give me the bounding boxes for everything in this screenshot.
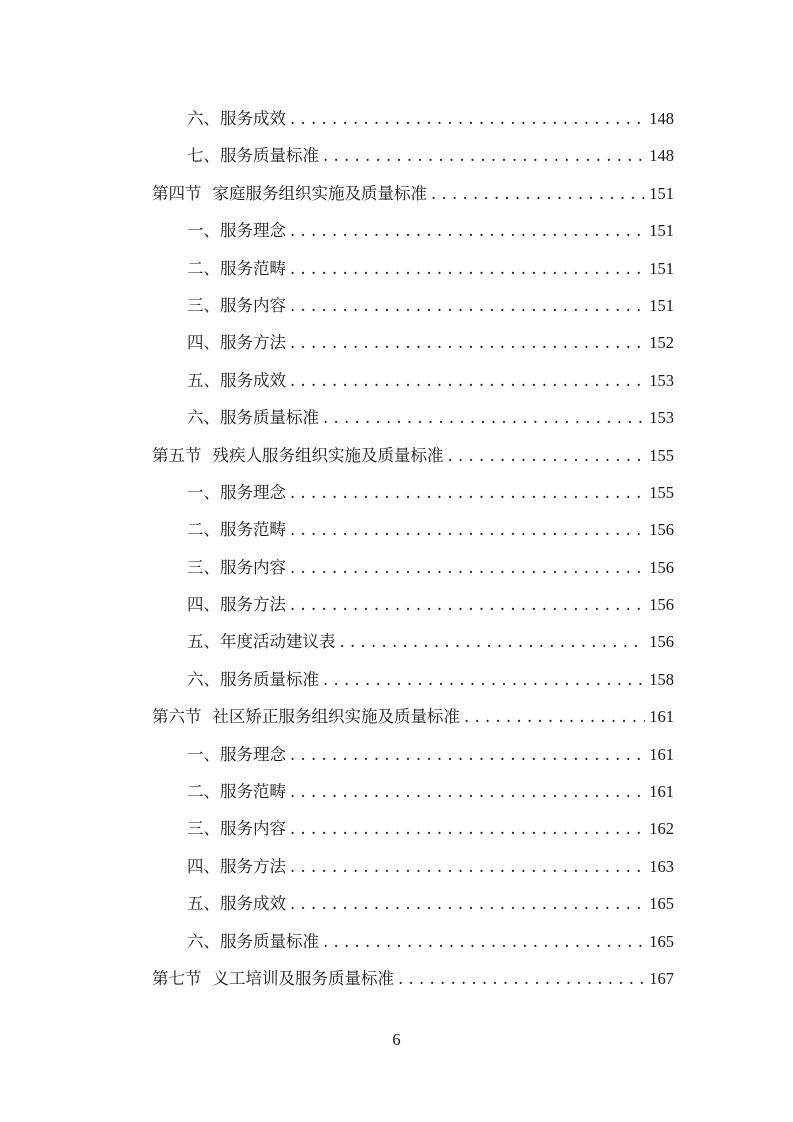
- toc-dot-leader: [290, 517, 645, 543]
- toc-section-entry[interactable]: [152, 704, 674, 741]
- toc-subsection-entry[interactable]: [152, 667, 674, 704]
- toc-subsection-entry[interactable]: [152, 405, 674, 442]
- toc-dot-leader: [290, 592, 645, 618]
- toc-subsection-entry[interactable]: [152, 854, 674, 891]
- toc-entry-title: [187, 667, 319, 693]
- toc-dot-leader: [323, 143, 645, 169]
- toc-entry-page-number: 151: [649, 295, 674, 315]
- toc-section-entry[interactable]: [152, 966, 674, 1003]
- toc-entry-title: [187, 742, 286, 768]
- toc-entry-label: 四、服务方法: [187, 856, 286, 876]
- toc-entry-page-number: 158: [649, 669, 674, 689]
- toc-subsection-entry[interactable]: [152, 891, 674, 928]
- toc-dot-leader: [448, 443, 646, 469]
- toc-entry-title: [152, 443, 444, 469]
- toc-entry-title: [187, 405, 319, 431]
- toc-section-number: 第六节: [152, 707, 202, 727]
- toc-entry-title: [187, 592, 286, 618]
- toc-dot-leader: [340, 629, 646, 655]
- toc-entry-page-number: 152: [649, 333, 674, 353]
- table-of-contents: [152, 106, 674, 1003]
- toc-dot-leader: [290, 218, 645, 244]
- toc-entry-page-number: 156: [649, 557, 674, 577]
- toc-entry-title: [187, 629, 336, 655]
- toc-entry-label: 五、服务成效: [187, 370, 286, 390]
- toc-entry-label: 六、服务质量标准: [187, 408, 319, 428]
- toc-dot-leader: [290, 330, 645, 356]
- toc-entry-title: [187, 555, 286, 581]
- toc-entry-label: 家庭服务组织实施及质量标准: [212, 183, 427, 203]
- toc-subsection-entry[interactable]: [152, 106, 674, 143]
- toc-entry-label: 六、服务质量标准: [187, 931, 319, 951]
- toc-entry-page-number: 156: [649, 520, 674, 540]
- toc-subsection-entry[interactable]: [152, 816, 674, 853]
- toc-dot-leader: [431, 181, 645, 207]
- toc-entry-title: [187, 517, 286, 543]
- toc-entry-title: [187, 330, 286, 356]
- toc-entry-title: [152, 704, 460, 730]
- toc-dot-leader: [323, 405, 645, 431]
- toc-entry-page-number: 161: [649, 782, 674, 802]
- toc-entry-title: [187, 854, 286, 880]
- toc-section-entry[interactable]: [152, 443, 674, 480]
- toc-entry-label: 五、年度活动建议表: [187, 632, 336, 652]
- toc-entry-label: 三、服务内容: [187, 819, 286, 839]
- toc-entry-page-number: 162: [649, 819, 674, 839]
- toc-subsection-entry[interactable]: [152, 293, 674, 330]
- toc-entry-page-number: 165: [649, 894, 674, 914]
- toc-dot-leader: [290, 368, 645, 394]
- toc-entry-page-number: 161: [649, 707, 674, 727]
- toc-entry-title: [187, 368, 286, 394]
- toc-entry-label: 义工培训及服务质量标准: [212, 968, 394, 988]
- toc-section-entry[interactable]: [152, 181, 674, 218]
- toc-subsection-entry[interactable]: [152, 555, 674, 592]
- toc-entry-title: [187, 218, 286, 244]
- toc-dot-leader: [290, 256, 645, 282]
- toc-entry-label: 二、服务范畴: [187, 520, 286, 540]
- toc-entry-page-number: 165: [649, 931, 674, 951]
- toc-entry-title: [187, 256, 286, 282]
- toc-entry-page-number: 155: [649, 445, 674, 465]
- toc-section-number: 第五节: [152, 445, 202, 465]
- toc-dot-leader: [323, 667, 645, 693]
- toc-dot-leader: [290, 106, 645, 132]
- toc-entry-page-number: 148: [649, 146, 674, 166]
- toc-dot-leader: [290, 891, 645, 917]
- toc-entry-page-number: 151: [649, 258, 674, 278]
- toc-entry-label: 四、服务方法: [187, 595, 286, 615]
- toc-entry-page-number: 151: [649, 221, 674, 241]
- toc-list: [152, 106, 674, 1003]
- toc-entry-label: 三、服务内容: [187, 557, 286, 577]
- toc-entry-title: [152, 966, 394, 992]
- toc-entry-page-number: 167: [649, 968, 674, 988]
- toc-dot-leader: [290, 854, 645, 880]
- toc-dot-leader: [290, 555, 645, 581]
- toc-entry-title: [187, 929, 319, 955]
- toc-dot-leader: [290, 293, 645, 319]
- toc-entry-title: [187, 106, 286, 132]
- toc-entry-page-number: 163: [649, 856, 674, 876]
- toc-entry-title: [187, 480, 286, 506]
- toc-entry-label: 社区矫正服务组织实施及质量标准: [212, 707, 460, 727]
- toc-entry-page-number: 156: [649, 632, 674, 652]
- toc-entry-label: 六、服务成效: [187, 109, 286, 128]
- page-number: 6: [392, 1030, 401, 1049]
- toc-entry-page-number: 155: [649, 482, 674, 502]
- toc-subsection-entry[interactable]: [152, 330, 674, 367]
- toc-entry-title: [187, 891, 286, 917]
- toc-entry-label: 一、服务理念: [187, 221, 286, 241]
- toc-dot-leader: [290, 816, 645, 842]
- toc-entry-label: 六、服务质量标准: [187, 669, 319, 689]
- toc-entry-label: 三、服务内容: [187, 295, 286, 315]
- toc-subsection-entry[interactable]: [152, 368, 674, 405]
- toc-entry-page-number: 153: [649, 370, 674, 390]
- toc-dot-leader: [290, 480, 645, 506]
- toc-entry-title: [187, 143, 319, 169]
- toc-section-number: 第七节: [152, 968, 202, 988]
- toc-entry-page-number: 148: [649, 109, 674, 128]
- toc-entry-label: 七、服务质量标准: [187, 146, 319, 166]
- toc-entry-label: 二、服务范畴: [187, 258, 286, 278]
- toc-entry-page-number: 156: [649, 595, 674, 615]
- toc-subsection-entry[interactable]: [152, 742, 674, 779]
- toc-dot-leader: [323, 929, 645, 955]
- toc-entry-label: 二、服务范畴: [187, 782, 286, 802]
- toc-entry-label: 四、服务方法: [187, 333, 286, 353]
- toc-subsection-entry[interactable]: [152, 929, 674, 966]
- toc-entry-title: [187, 816, 286, 842]
- toc-subsection-entry[interactable]: [152, 143, 674, 180]
- toc-entry-label: 五、服务成效: [187, 894, 286, 914]
- toc-subsection-entry[interactable]: [152, 629, 674, 666]
- toc-subsection-entry[interactable]: [152, 592, 674, 629]
- toc-subsection-entry[interactable]: [152, 517, 674, 554]
- toc-subsection-entry[interactable]: [152, 779, 674, 816]
- toc-entry-title: [152, 181, 427, 207]
- toc-entry-page-number: 151: [649, 183, 674, 203]
- toc-entry-title: [187, 293, 286, 319]
- toc-dot-leader: [290, 779, 645, 805]
- toc-entry-label: 残疾人服务组织实施及质量标准: [212, 445, 444, 465]
- toc-dot-leader: [398, 966, 645, 992]
- toc-dot-leader: [464, 704, 645, 730]
- toc-entry-label: 一、服务理念: [187, 482, 286, 502]
- toc-entry-page-number: 161: [649, 744, 674, 764]
- toc-subsection-entry[interactable]: [152, 256, 674, 293]
- toc-entry-label: 一、服务理念: [187, 744, 286, 764]
- toc-dot-leader: [290, 742, 645, 768]
- toc-subsection-entry[interactable]: [152, 480, 674, 517]
- toc-subsection-entry[interactable]: [152, 218, 674, 255]
- toc-entry-title: [187, 779, 286, 805]
- toc-section-number: 第四节: [152, 183, 202, 203]
- toc-entry-page-number: 153: [649, 408, 674, 428]
